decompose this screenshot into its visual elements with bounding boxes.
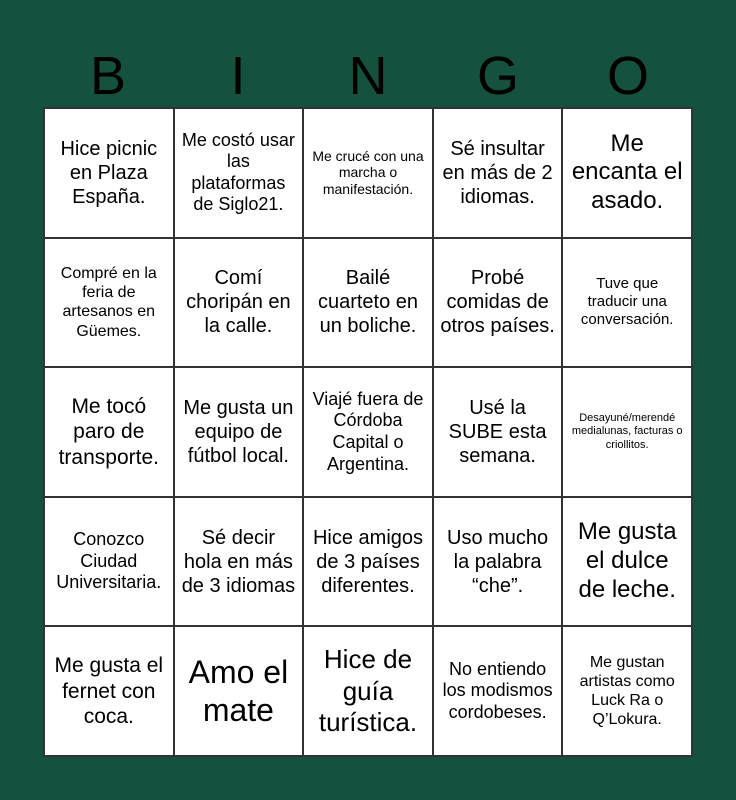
bingo-cell[interactable]: Me gustan artistas como Luck Ra o Q’Lokura. [562, 626, 692, 756]
bingo-cell[interactable]: Me gusta un equipo de fútbol local. [174, 367, 304, 497]
bingo-cell[interactable]: Viajé fuera de Córdoba Capital o Argentina. [303, 367, 433, 497]
bingo-cell[interactable]: Probé comidas de otros países. [433, 238, 563, 368]
bingo-cell[interactable]: Usé la SUBE esta semana. [433, 367, 563, 497]
header-letter-g: G [476, 46, 519, 106]
bingo-cell[interactable]: Hice de guía turística. [303, 626, 433, 756]
bingo-cell[interactable]: Amo el mate [174, 626, 304, 756]
bingo-header [43, 48, 693, 104]
bingo-cell[interactable]: Me costó usar las plataformas de Siglo21. [174, 108, 304, 238]
bingo-cell[interactable]: Sé insultar en más de 2 idiomas. [433, 108, 563, 238]
bingo-cell[interactable]: Tuve que traducir una conversación. [562, 238, 692, 368]
bingo-cell[interactable]: Conozco Ciudad Universitaria. [44, 497, 174, 627]
bingo-cell[interactable]: Desayuné/merendé medialunas, facturas o criollitos. [562, 367, 692, 497]
bingo-cell[interactable]: Bailé cuarteto en un boliche. [303, 238, 433, 368]
header-letter-o: O [606, 46, 649, 106]
bingo-cell[interactable]: Me crucé con una marcha o manifestación. [303, 108, 433, 238]
bingo-cell[interactable]: Me encanta el asado. [562, 108, 692, 238]
bingo-cell[interactable]: Me gusta el dulce de leche. [562, 497, 692, 627]
bingo-cell[interactable]: Hice picnic en Plaza España. [44, 108, 174, 238]
header-letter-b: B [89, 46, 127, 106]
bingo-cell[interactable]: Comí choripán en la calle. [174, 238, 304, 368]
bingo-cell[interactable]: Uso mucho la palabra “che”. [433, 497, 563, 627]
header-letter-i: I [230, 46, 246, 106]
bingo-cell[interactable]: Sé decir hola en más de 3 idiomas [174, 497, 304, 627]
bingo-cell[interactable]: Me tocó paro de transporte. [44, 367, 174, 497]
header-letter-n: N [348, 46, 388, 106]
bingo-cell[interactable]: No entiendo los modismos cordobeses. [433, 626, 563, 756]
bingo-cell[interactable]: Compré en la feria de artesanos en Güemes. [44, 238, 174, 368]
bingo-card [43, 107, 693, 757]
bingo-cell[interactable]: Hice amigos de 3 países diferentes. [303, 497, 433, 627]
bingo-cell[interactable]: Me gusta el fernet con coca. [44, 626, 174, 756]
